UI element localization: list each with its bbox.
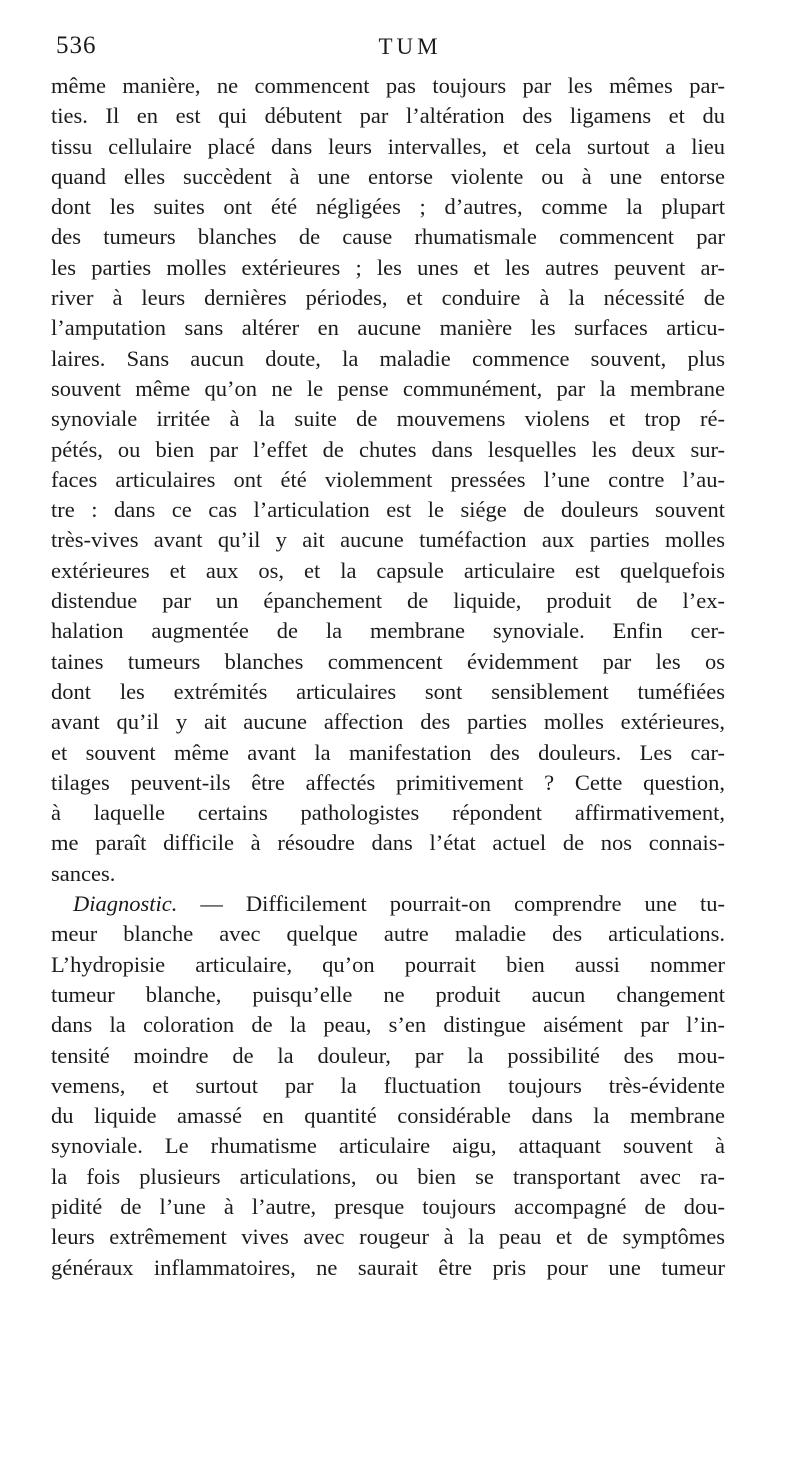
text-line: tensité moindre de la douleur, par la possibilité des mou- [51, 1042, 725, 1068]
text-line: très-vives avant qu’il y ait aucune tuméfaction aux parties molles [51, 527, 725, 553]
text-line: L’hydropisie articulaire, qu’on pourrait bien aussi nommer [51, 951, 725, 977]
text-line: du liquide amassé en quantité considérable dans la membrane [51, 1103, 725, 1129]
text-line: sances. [51, 860, 116, 886]
text-line: avant qu’il y ait aucune affection des parties molles extérieures, [51, 709, 725, 735]
running-head: TUM [378, 34, 442, 59]
paragraph-2 [51, 889, 725, 1283]
text-line: dont les suites ont été négligées ; d’autres, comme la plupart [51, 194, 725, 220]
text-line: taines tumeurs blanches commencent évidemment par les os [51, 648, 725, 674]
text-line: meur blanche avec quelque autre maladie des articulations. [51, 921, 725, 947]
text-line: laires. Sans aucun doute, la maladie commence souvent, plus [51, 345, 725, 371]
text-line: souvent même qu’on ne le pense communément, par la membrane [51, 375, 725, 401]
text-line: vemens, et surtout par la fluctuation toujours très-évidente [51, 1072, 725, 1098]
text-line: tre : dans ce cas l’articulation est le siége de douleurs souvent [51, 497, 725, 523]
text-line: pidité de l’une à l’autre, presque toujours accompagné de dou- [51, 1193, 725, 1219]
text-line: tissu cellulaire placé dans leurs intervalles, et cela surtout a lieu [51, 133, 725, 159]
text-fragment: — Difficilement pourrait-on comprendre une tu- [177, 891, 725, 917]
text-line: extérieures et aux os, et la capsule articulaire est quelquefois [51, 557, 725, 583]
text-line: les parties molles extérieures ; les unes et les autres peuvent ar- [51, 254, 725, 280]
text-line: tilages peuvent-ils être affectés primitivement ? Cette question, [51, 769, 725, 795]
text-line: faces articulaires ont été violemment pressées l’une contre l’au- [51, 466, 725, 492]
text-line: dont les extrémités articulaires sont sensiblement tuméfiées [51, 678, 725, 704]
text-line: l’amputation sans altérer en aucune manière les surfaces articu- [51, 315, 725, 341]
text-line: même manière, ne commencent pas toujours par les mêmes par- [51, 73, 725, 98]
text-line: synoviale irritée à la suite de mouvemens violens et trop ré- [51, 406, 725, 432]
text-line: distendue par un épanchement de liquide, produit de l’ex- [51, 588, 725, 614]
text-line: river à leurs dernières périodes, et conduire à la nécessité de [51, 285, 725, 311]
text-line: dans la coloration de la peau, s’en distingue aisément par l’in- [51, 1012, 725, 1038]
text-line: halation augmentée de la membrane synoviale. Enfin cer- [51, 618, 725, 644]
page-number: 536 [56, 32, 97, 59]
text-line: à laquelle certains pathologistes répondent affirmativement, [51, 800, 725, 826]
section-label-diagnostic: Diagnostic. [73, 891, 178, 917]
text-line: quand elles succèdent à une entorse violente ou à une entorse [51, 163, 725, 189]
text-line: des tumeurs blanches de cause rhumatismale commencent par [51, 224, 725, 250]
paragraph-1 [51, 71, 725, 889]
text-line: pétés, ou bien par l’effet de chutes dans lesquelles les deux sur- [51, 436, 725, 462]
text-line: leurs extrêmement vives avec rougeur à la peau et de symptômes [51, 1224, 725, 1250]
text-line: et souvent même avant la manifestation des douleurs. Les car- [51, 739, 725, 765]
text-line: synoviale. Le rhumatisme articulaire aigu, attaquant souvent à [51, 1133, 725, 1159]
text-line: ties. Il en est qui débutent par l’altération des ligamens et du [51, 103, 725, 129]
body-text [51, 71, 725, 1283]
text-line: me paraît difficile à résoudre dans l’état actuel de nos connais- [51, 830, 725, 856]
page-header [50, 32, 730, 66]
text-line: tumeur blanche, puisqu’elle ne produit aucun changement [51, 981, 725, 1007]
text-line: généraux inflammatoires, ne saurait être pris pour une tumeur [51, 1254, 725, 1280]
text-line: la fois plusieurs articulations, ou bien se transportant avec ra- [51, 1163, 725, 1189]
paragraph-2-first-line [51, 889, 725, 919]
